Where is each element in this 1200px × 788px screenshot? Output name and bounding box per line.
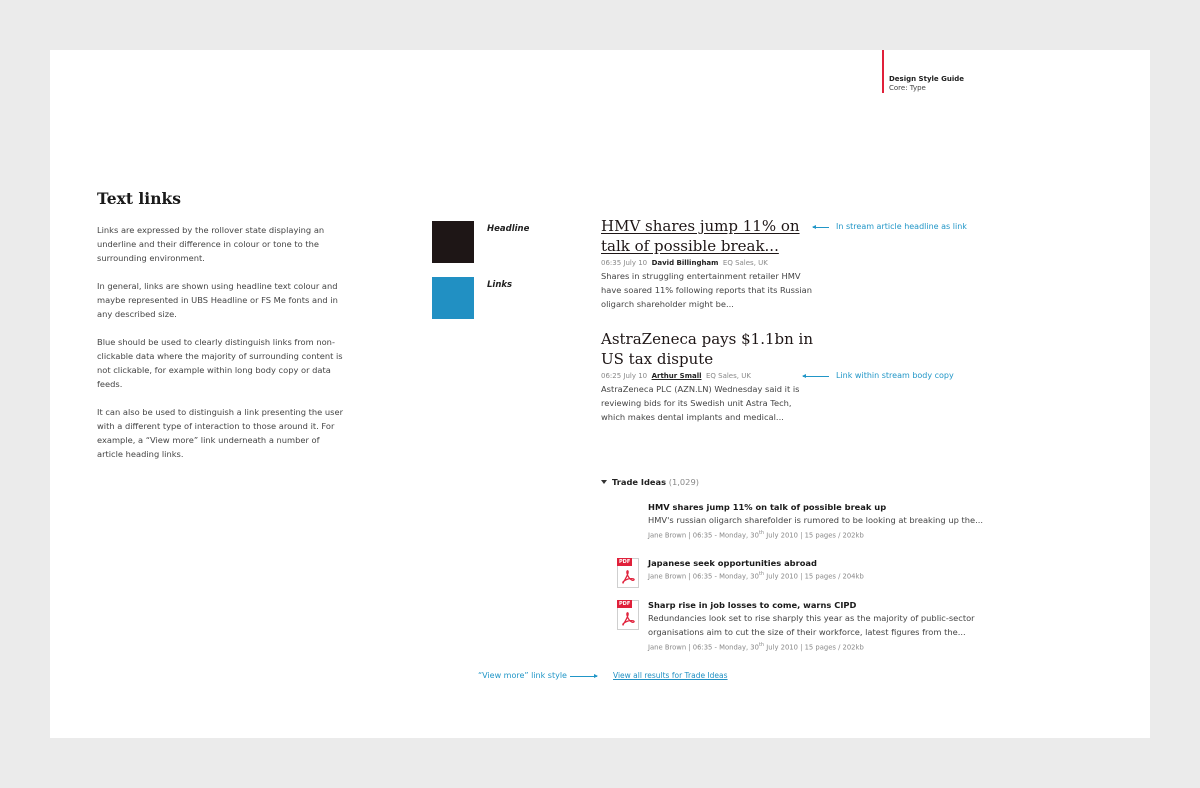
article-headline-link[interactable]: HMV shares jump 11% on talk of possible break... — [601, 217, 800, 255]
pdf-icon — [617, 600, 639, 630]
annotation-headline-link: In stream article headline as link — [836, 222, 967, 231]
intro-paragraph: It can also be used to distinguish a link presenting the user with a different type of interaction to those around it. For example, a “View more” link underneath a number of article heading links. — [97, 407, 344, 459]
article-meta — [601, 259, 816, 267]
trade-item-author: Jane Brown — [648, 572, 687, 581]
arrow-left-icon — [803, 376, 829, 377]
article-author-link[interactable]: Arthur Small — [651, 372, 702, 380]
article-time: 06:35 July 10 — [601, 259, 648, 267]
article-team: EQ Sales, UK — [722, 259, 768, 267]
links-swatch-label: Links — [487, 280, 513, 290]
trade-item-title[interactable]: Japanese seek opportunities abroad — [648, 558, 817, 568]
trade-ideas-count: (1,029) — [668, 477, 699, 487]
annotation-view-more: “View more” link style — [478, 671, 567, 680]
trade-item-time-rest: July 2010 — [764, 531, 798, 540]
article-headline[interactable]: AstraZeneca pays $1.1bn in US tax dispute — [601, 330, 813, 368]
headline-swatch-label: Headline — [487, 224, 530, 234]
meta-separator: | — [688, 643, 691, 652]
intro-paragraph: In general, links are shown using headline text colour and maybe represented in UBS Headline or FS Me fonts and in any described size. — [97, 281, 338, 319]
trade-ideas-header[interactable] — [601, 477, 699, 487]
links-color-swatch — [432, 277, 474, 319]
trade-item-author: Jane Brown — [648, 643, 687, 652]
arrow-left-icon — [813, 227, 829, 228]
trade-item-meta — [648, 571, 1008, 580]
trade-item — [648, 558, 1008, 580]
meta-separator: | — [688, 531, 691, 540]
trade-item-time: 06:35 - Monday, 30 — [692, 572, 759, 581]
annotation-body-link: Link within stream body copy — [836, 371, 954, 380]
meta-separator: | — [688, 572, 691, 581]
meta-separator: | — [800, 643, 803, 652]
headline-color-swatch — [432, 221, 474, 263]
trade-item-time-suffix: th — [758, 571, 765, 577]
intro-paragraph: Blue should be used to clearly distinguish links from non-clickable data where the majority of surrounding content is not clickable, for example within long body copy or data feeds. — [97, 337, 343, 389]
article-body: AstraZeneca PLC (AZN.LN) Wednesday said it is reviewing bids for its Swedish unit Astra Tech, which makes dental implants and medical... — [601, 384, 800, 422]
trade-item-title[interactable]: HMV shares jump 11% on talk of possible break up — [648, 502, 887, 512]
trade-item-desc: Redundancies look set to rise sharply this year as the majority of public-sector organisations aim to cut the size of their workforce, latest figures from the... — [648, 613, 975, 637]
trade-item — [648, 502, 1008, 539]
pdf-icon — [617, 558, 639, 588]
trade-item-pages: 15 pages / 202kb — [804, 643, 864, 652]
trade-item-time-suffix: th — [758, 642, 765, 648]
article-author: David Billingham — [651, 259, 719, 267]
meta-separator: | — [800, 572, 803, 581]
trade-item — [648, 600, 1008, 651]
article-body: Shares in struggling entertainment retailer HMV have soared 11% following reports that its Russian oligarch shareholder might be... — [601, 271, 812, 309]
trade-item-meta — [648, 530, 1008, 539]
article-time: 06:25 July 10 — [601, 372, 648, 380]
trade-item-pages: 15 pages / 204kb — [804, 572, 864, 581]
trade-item-meta — [648, 642, 1008, 651]
intro-paragraph: Links are expressed by the rollover state displaying an underline and their difference in colour or tone to the surrounding environment. — [97, 225, 325, 263]
caret-down-icon — [601, 480, 607, 484]
trade-item-author: Jane Brown — [648, 531, 687, 540]
trade-item-time-rest: July 2010 — [764, 572, 798, 581]
trade-item-time: 06:35 - Monday, 30 — [692, 643, 759, 652]
acrobat-icon — [621, 569, 636, 585]
trade-ideas-label: Trade Ideas — [612, 477, 667, 487]
arrow-right-icon — [570, 676, 597, 677]
guide-subtitle: Core: Type — [889, 84, 926, 92]
meta-separator: | — [800, 531, 803, 540]
trade-item-desc: HMV's russian oligarch sharefolder is rumored to be looking at breaking up the... — [648, 515, 984, 525]
pdf-label: PDF — [619, 601, 631, 607]
header-accent-line — [882, 50, 884, 93]
article-meta — [601, 372, 816, 380]
intro-text — [97, 223, 347, 475]
section-title: Text links — [97, 189, 181, 208]
view-all-results-link[interactable]: View all results for Trade Ideas — [613, 671, 728, 680]
article-card — [601, 329, 816, 424]
article-team: EQ Sales, UK — [705, 372, 751, 380]
acrobat-icon — [621, 611, 636, 627]
trade-item-time-suffix: th — [758, 530, 765, 536]
trade-item-pages: 15 pages / 202kb — [804, 531, 864, 540]
guide-title: Design Style Guide — [889, 75, 964, 83]
trade-item-time-rest: July 2010 — [764, 643, 798, 652]
article-card — [601, 216, 816, 311]
trade-item-time: 06:35 - Monday, 30 — [692, 531, 759, 540]
style-guide-page — [50, 50, 1150, 738]
pdf-label: PDF — [619, 559, 631, 565]
trade-item-title[interactable]: Sharp rise in job losses to come, warns CIPD — [648, 600, 857, 610]
